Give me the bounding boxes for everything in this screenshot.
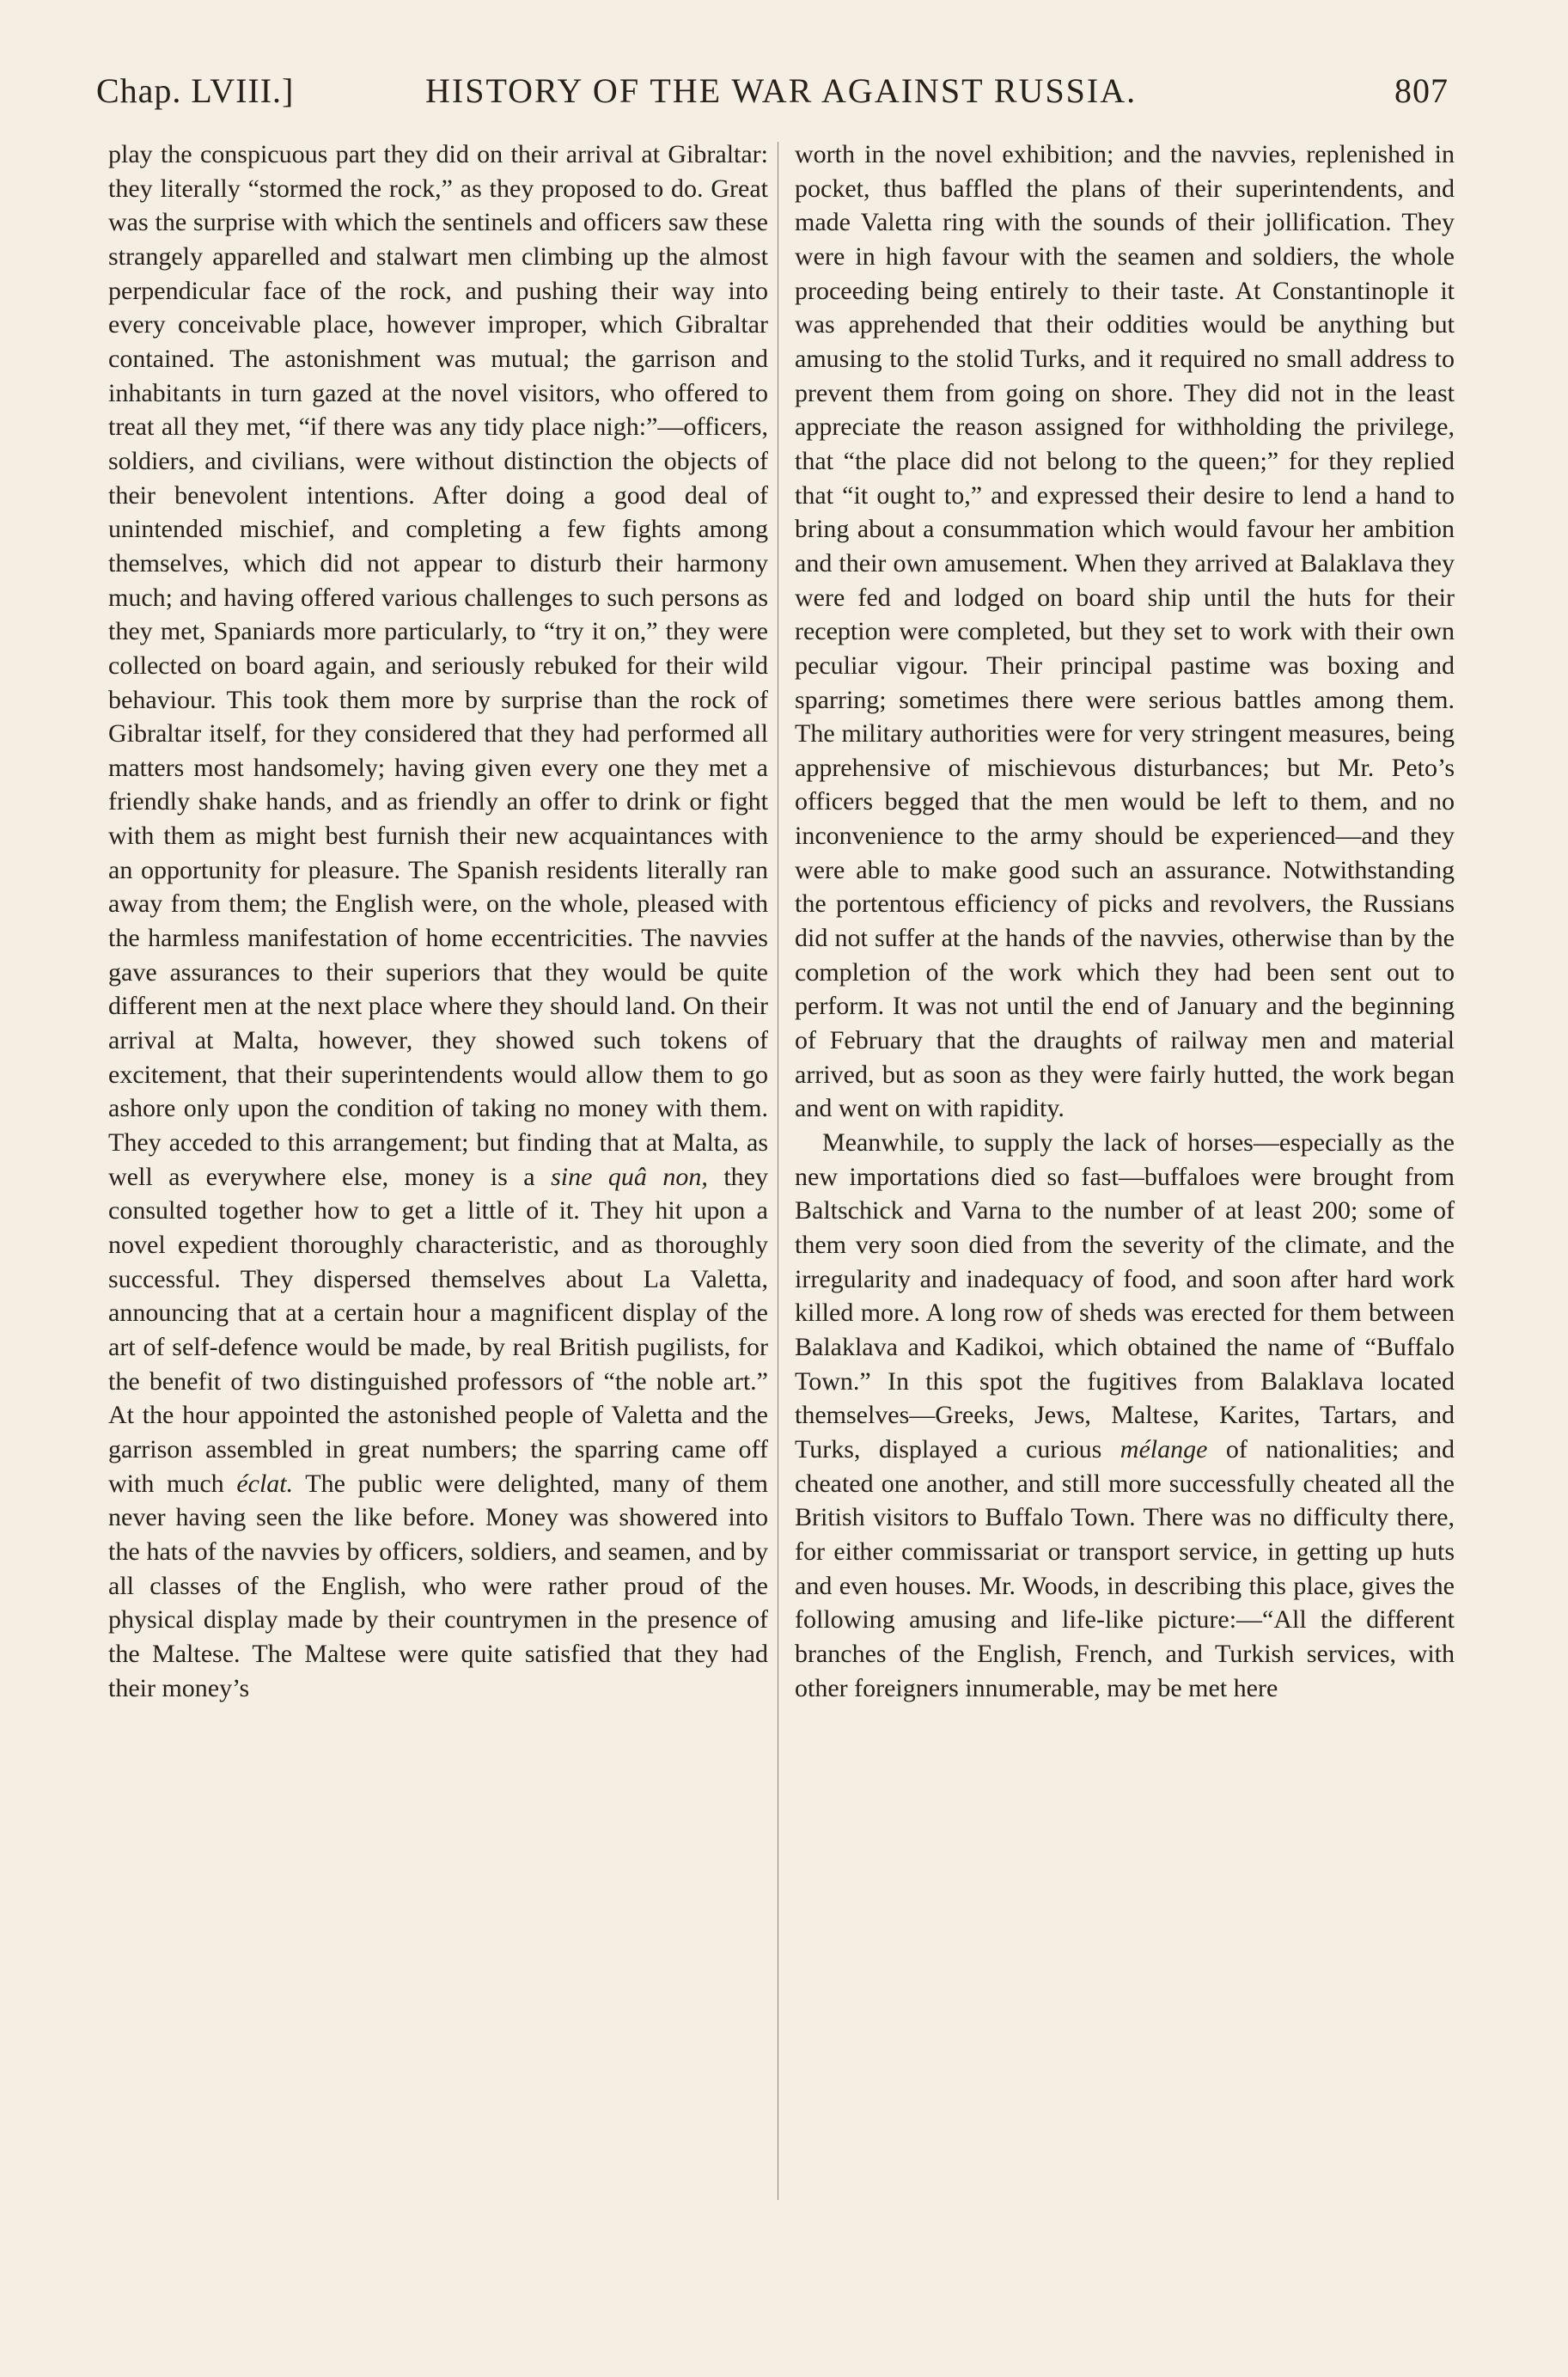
right-column [795, 137, 1455, 1705]
running-title: HISTORY OF THE WAR AGAINST RUSSIA. [425, 71, 1138, 110]
page-number: 807 [1394, 71, 1449, 110]
right-paragraph-1: worth in the novel exhibition; and the navvies, replenished in pocket, thus baffled the plans of their superintendents, and made Valetta ring with the sounds of their jollification. They were in high favour with the seamen and soldiers, the whole proceeding being entirely to their taste. At Constantinople it was apprehended that their oddities would be anything but amusing to the stolid Turks, and it required no small address to prevent them from going on shore. They did not in the least appreciate the reason assigned for withholding the privilege, that “the place did not belong to the queen;” for they replied that “it ought to,” and expressed their desire to lend a hand to bring about a consummation which would favour her ambition and their own amusement. When they arrived at Balaklava they were fed and lodged on board ship until the huts for their reception were completed, but they set to work with their own peculiar vigour. Their principal pastime was boxing and sparring; sometimes there were serious battles among them. The military authorities were for very stringent measures, being apprehensive of mischievous disturbances; but Mr. Peto’s officers begged that the men would be left to them, and no inconvenience to the army should be experienced—and they were able to make good such an assurance. Notwithstanding the portentous efficiency of picks and revolvers, the Russians did not suffer at the hands of the navvies, otherwise than by the completion of the work which they had been sent out to perform. It was not until the end of January and the beginning of February that the draughts of railway men and material arrived, but as soon as they were fairly hutted, the work began and went on with rapidity. [795, 140, 1455, 1123]
left-text-b: they consulted together how to get a little of it. They hit upon a novel expedient thoroughly characteristic, and as thoroughly successful. They dispersed themselves about La Valetta, announcing that at a certain hour a magnificent display of the art of self-defence would be made, by real British pugilists, for the benefit of two distinguished professors of “the noble art.” At the hour appointed the astonished people of Valetta and the garrison assembled in great numbers; the sparring came off with much [108, 1162, 768, 1498]
left-text-a: play the conspicuous part they did on their arrival at Gibraltar: they literally “stormed the rock,” as they proposed to do. Great was the surprise with which the sentinels and officers saw these strangely apparelled and stalwart men climbing up the almost perpendicular face of the rock, and pushing their way into every conceivable place, however improper, which Gibraltar contained. The astonishment was mutual; the garrison and inhabitants in turn gazed at the novel visitors, who offered to treat all they met, “if there was any tidy place nigh:”—officers, soldiers, and civilians, were without distinction the objects of their benevolent intentions. After doing a good deal of unintended mischief, and completing a few fights among themselves, which did not appear to disturb their harmony much; and having offered various challenges to such persons as they met, Spaniards more particularly, to “try it on,” they were collected on board again, and seriously rebuked for their wild behaviour. This took them more by surprise than the rock of Gibraltar itself, for they considered that they had performed all matters most handsomely; having given every one they met a friendly shake hands, and as friendly an offer to drink or fight with them as might best furnish their new acquaintances with an opportunity for pleasure. The Spanish residents literally ran away from them; the English were, on the whole, pleased with the harmless manifestation of home eccentricities. The navvies gave assurances to their superiors that they would be quite different men at the next place where they should land. On their arrival at Malta, however, they showed such tokens of excitement, that their superintendents would allow them to go ashore only upon the condition of taking no money with them. They acceded to this arrangement; but finding that at Malta, as well as everywhere else, money is a [108, 140, 768, 1191]
running-header [96, 70, 1449, 122]
right-text-b: of nationalities; and cheated one another, and still more successfully cheated all the British visitors to Buffalo Town. There was no difficulty there, for either commissariat or transport service, in getting up huts and even houses. Mr. Woods, in describing this place, gives the following amusing and life-like picture:—“All the different branches of the English, French, and Turkish services, with other foreigners innumerable, may be met here [795, 1434, 1455, 1702]
left-paragraph [108, 137, 768, 1705]
left-column [108, 137, 768, 1705]
left-text-c: The public were delighted, many of them never having seen the like before. Money was showered into the hats of the navvies by officers, soldiers, and seamen, and by all classes of the English, who were rather proud of the physical display made by their countrymen in the presence of the Maltese. The Maltese were quite satisfied that they had their money’s [108, 1469, 768, 1702]
right-italic-melange: mélange [1120, 1434, 1208, 1463]
left-italic-eclat: éclat. [236, 1469, 294, 1498]
chapter-label: Chap. LVIII.] [96, 71, 295, 110]
right-text-a: Meanwhile, to supply the lack of horses—especially as the new importations died so fast—buffaloes were brought from Baltschick and Varna to the number of at least 200; some of them very soon died from the severity of the climate, and the irregularity and inadequacy of food, and soon after hard work killed more. A long row of sheds was erected for them between Balaklava and Kadikoi, which obtained the name of “Buffalo Town.” In this spot the fugitives from Balaklava located themselves—Greeks, Jews, Maltese, Karites, Tartars, and Turks, displayed a curious [795, 1128, 1455, 1463]
left-italic-sine-qua-non: sine quâ non, [551, 1162, 708, 1191]
right-paragraph-2 [795, 1126, 1455, 1705]
